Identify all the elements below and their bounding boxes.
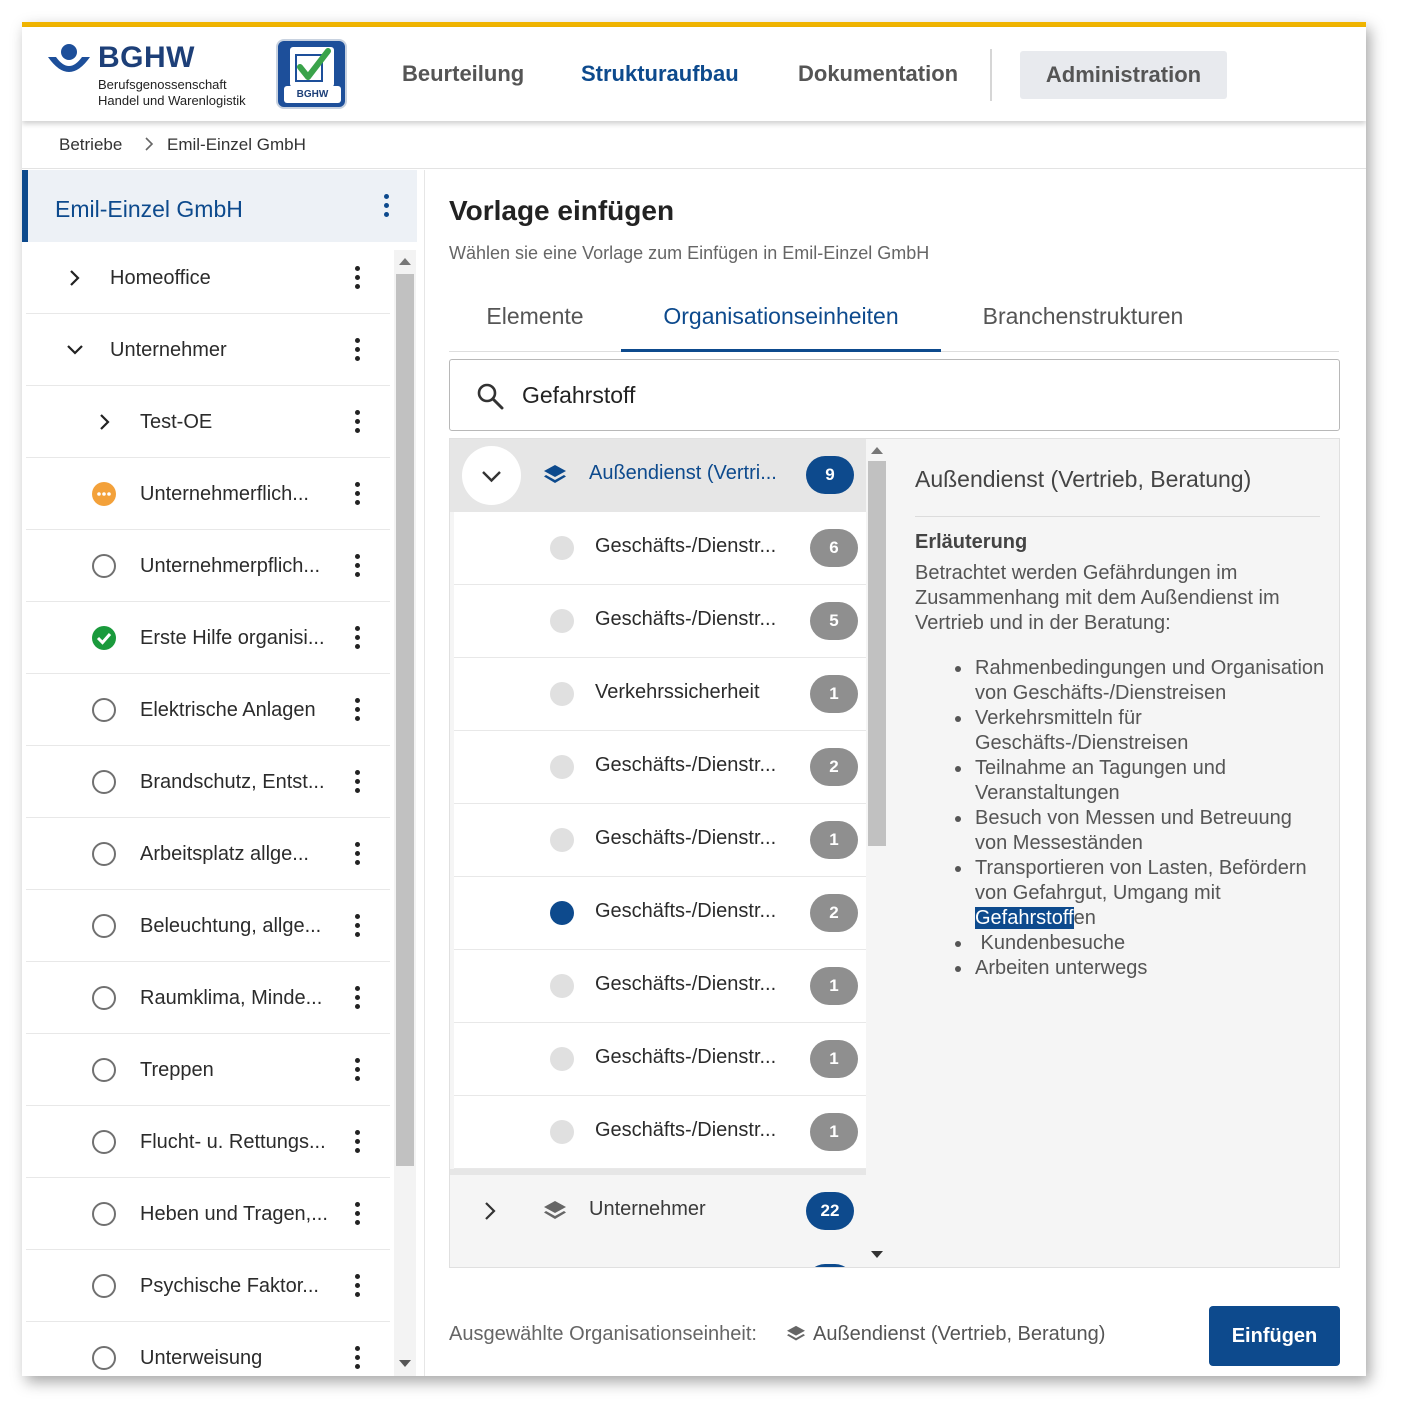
tree-row[interactable] xyxy=(26,1034,390,1106)
detail-bullet-text: Kundenbesuche xyxy=(975,932,1126,954)
detail-bullet xyxy=(915,806,1325,856)
structure-tree xyxy=(22,242,392,1376)
tree-row[interactable] xyxy=(26,242,390,314)
count-badge: 1 xyxy=(810,1040,858,1078)
tree-row[interactable] xyxy=(26,530,390,602)
detail-description: Betrachtet werden Gefährdungen im Zusammenhang mit dem Außendienst im Vertrieb und in der Beratung: xyxy=(915,562,1280,634)
org-unit-label: Geschäfts-/Dienstr... xyxy=(595,1119,777,1141)
status-open-icon xyxy=(92,1274,116,1298)
status-open-icon xyxy=(92,1346,116,1370)
more-vert-icon[interactable] xyxy=(355,914,361,938)
more-vert-icon[interactable] xyxy=(355,410,361,434)
detail-bullet xyxy=(915,756,1325,806)
nav-beurteilung[interactable]: Beurteilung xyxy=(402,61,525,86)
org-group-label: Unternehmer xyxy=(589,1198,706,1220)
checkmark-icon xyxy=(290,47,334,87)
insert-button[interactable]: Einfügen xyxy=(1209,1306,1340,1366)
radio-button[interactable] xyxy=(550,901,574,925)
brand-name: BGHW xyxy=(98,41,195,74)
org-unit-row[interactable] xyxy=(454,950,866,1023)
scroll-down-icon[interactable] xyxy=(871,1251,883,1258)
brand-subtitle xyxy=(98,77,246,109)
org-unit-label: Geschäfts-/Dienstr... xyxy=(595,535,777,557)
chevron-right-icon[interactable] xyxy=(480,1201,500,1221)
app-badge-label: BGHW xyxy=(284,86,341,103)
tree-item-label: Raumklima, Minde... xyxy=(140,987,323,1009)
radio-button[interactable] xyxy=(550,974,574,998)
count-badge: 6 xyxy=(810,529,858,567)
detail-bullet-list xyxy=(915,656,1325,981)
detail-divider xyxy=(915,516,1320,517)
breadcrumb-betriebe[interactable]: Betriebe xyxy=(59,135,123,154)
sidebar-header[interactable] xyxy=(22,170,417,242)
radio-button[interactable] xyxy=(550,1047,574,1071)
brand-subtitle-line1: Berufsgenossenschaft xyxy=(98,77,227,92)
breadcrumb xyxy=(22,121,1366,169)
detail-bullet-text: Rahmenbedingungen und Organisation von Geschäfts-/Dienstreisen xyxy=(975,657,1325,704)
tree-item-label: Treppen xyxy=(140,1059,214,1081)
detail-bullet xyxy=(915,706,1325,756)
tree-row[interactable] xyxy=(26,746,390,818)
tree-row[interactable] xyxy=(26,818,390,890)
org-group-row[interactable] xyxy=(450,1175,866,1248)
detail-bullet xyxy=(915,856,1325,931)
more-vert-icon[interactable] xyxy=(355,698,361,722)
scroll-down-icon[interactable] xyxy=(399,1360,411,1367)
pending-icon xyxy=(92,482,116,506)
more-vert-icon[interactable] xyxy=(355,842,361,866)
nav-divider xyxy=(990,49,992,101)
search-icon xyxy=(476,382,504,410)
status-open-icon xyxy=(92,1130,116,1154)
count-badge: 1 xyxy=(810,967,858,1005)
nav-dokumentation[interactable]: Dokumentation xyxy=(798,61,959,86)
bghw-logo[interactable] xyxy=(46,39,266,109)
org-unit-label: Geschäfts-/Dienstr... xyxy=(595,1046,777,1068)
more-vert-icon[interactable] xyxy=(355,626,361,650)
layers-icon xyxy=(543,1200,567,1222)
more-vert-icon[interactable] xyxy=(355,1274,361,1298)
more-vert-icon[interactable] xyxy=(355,1346,361,1370)
radio-button[interactable] xyxy=(550,755,574,779)
org-unit-label: Geschäfts-/Dienstr... xyxy=(595,900,777,922)
detail-bullet xyxy=(915,931,1325,956)
detail-title: Außendienst (Vertrieb, Beratung) xyxy=(915,466,1252,492)
tab-organisationseinheiten[interactable]: Organisationseinheiten xyxy=(621,290,941,352)
search-highlight: Gefahrstoff xyxy=(975,907,1074,929)
app-header xyxy=(22,27,1366,121)
tree-row[interactable] xyxy=(26,1106,390,1178)
tree-item-label: Heben und Tragen,... xyxy=(140,1203,328,1225)
chevron-right-icon[interactable] xyxy=(66,269,84,287)
nav-administration[interactable]: Administration xyxy=(1020,51,1227,99)
template-picker xyxy=(449,438,1340,1268)
detail-bullet-text: Besuch von Messen und Betreuung von Messeständen xyxy=(975,807,1292,854)
tree-item-label: Beleuchtung, allge... xyxy=(140,915,322,937)
more-vert-icon[interactable] xyxy=(355,554,361,578)
tree-item-label: Unterweisung xyxy=(140,1347,263,1369)
tree-item-label: Brandschutz, Entst... xyxy=(140,771,325,793)
radio-button[interactable] xyxy=(550,1120,574,1144)
org-unit-row[interactable] xyxy=(454,658,866,731)
brand-subtitle-line2: Handel und Warenlogistik xyxy=(98,93,246,108)
detail-bullet-text: Verkehrsmitteln für Geschäfts-/Dienstreisen xyxy=(975,707,1189,754)
more-vert-icon[interactable] xyxy=(355,482,361,506)
status-open-icon xyxy=(92,698,116,722)
more-vert-icon[interactable] xyxy=(384,194,390,218)
org-unit-row[interactable] xyxy=(454,1096,866,1169)
radio-button[interactable] xyxy=(550,828,574,852)
more-vert-icon[interactable] xyxy=(355,338,361,362)
org-unit-row[interactable] xyxy=(454,877,866,950)
org-unit-row[interactable] xyxy=(454,731,866,804)
status-open-icon xyxy=(92,842,116,866)
org-unit-label: Geschäfts-/Dienstr... xyxy=(595,973,777,995)
app-badge[interactable] xyxy=(276,39,347,109)
tree-item-label: Flucht- u. Rettungs... xyxy=(140,1131,326,1153)
chevron-right-icon xyxy=(142,137,156,151)
org-unit-row[interactable] xyxy=(454,585,866,658)
tree-row[interactable] xyxy=(26,1178,390,1250)
tree-row[interactable] xyxy=(26,602,390,674)
list-scrollbar[interactable] xyxy=(866,439,888,1268)
tree-item-label: Erste Hilfe organisi... xyxy=(140,627,325,649)
org-unit-row[interactable] xyxy=(454,804,866,877)
more-vert-icon[interactable] xyxy=(355,770,361,794)
org-group-row[interactable] xyxy=(450,439,866,512)
tree-item-label: Psychische Faktor... xyxy=(140,1275,319,1297)
expand-button[interactable] xyxy=(462,446,521,505)
tree-row[interactable] xyxy=(26,1322,390,1376)
tree-item-label: Elektrische Anlagen xyxy=(140,699,316,721)
tree-item-label: Unternehmerpflich... xyxy=(140,555,321,577)
org-unit-row[interactable] xyxy=(454,1023,866,1096)
tree-item-label: Unternehmer xyxy=(110,339,227,361)
breadcrumb-current: Emil-Einzel GmbH xyxy=(167,135,306,154)
scroll-up-icon[interactable] xyxy=(871,447,883,454)
tab-bar xyxy=(449,290,1339,352)
tree-item-label: Test-OE xyxy=(140,411,213,433)
highlight-suffix: en xyxy=(1073,907,1096,929)
count-badge xyxy=(806,1264,854,1268)
count-badge: 1 xyxy=(810,1113,858,1151)
org-unit-label: Verkehrssicherheit xyxy=(595,681,760,703)
chevron-down-icon[interactable] xyxy=(66,341,84,359)
count-badge: 5 xyxy=(810,602,858,640)
selected-label: Ausgewählte Organisationseinheit: xyxy=(449,1323,757,1345)
detail-bullet-text: Arbeiten unterwegs xyxy=(975,957,1148,979)
selected-value: Außendienst (Vertrieb, Beratung) xyxy=(813,1323,1106,1345)
status-open-icon xyxy=(92,1202,116,1226)
detail-bullet xyxy=(915,656,1325,706)
sidebar-scroll-thumb[interactable] xyxy=(396,274,414,1166)
more-vert-icon[interactable] xyxy=(355,986,361,1010)
sidebar-scrollbar[interactable] xyxy=(394,250,416,1376)
app-window xyxy=(22,22,1366,1376)
layers-icon xyxy=(543,464,567,486)
more-vert-icon[interactable] xyxy=(355,1058,361,1082)
chevron-right-icon[interactable] xyxy=(96,413,114,431)
status-open-icon xyxy=(92,554,116,578)
search-field[interactable] xyxy=(449,359,1340,431)
tree-row[interactable] xyxy=(26,962,390,1034)
checkbox-icon xyxy=(290,47,334,87)
insert-template-panel xyxy=(426,170,1366,1376)
status-open-icon xyxy=(92,770,116,794)
status-open-icon xyxy=(92,914,116,938)
tree-row[interactable] xyxy=(26,674,390,746)
search-input[interactable]: Gefahrstoff xyxy=(522,382,636,408)
detail-bullet-text: Teilnahme an Tagungen und Veranstaltungen xyxy=(975,757,1226,804)
count-badge: 1 xyxy=(810,675,858,713)
more-vert-icon[interactable] xyxy=(355,1202,361,1226)
radio-button[interactable] xyxy=(550,682,574,706)
tab-branchenstrukturen[interactable]: Branchenstrukturen xyxy=(982,303,1184,329)
tree-item-label: Arbeitsplatz allge... xyxy=(140,843,309,865)
list-scroll-thumb[interactable] xyxy=(868,461,886,846)
radio-button[interactable] xyxy=(550,536,574,560)
detail-heading: Erläuterung xyxy=(915,531,1028,553)
nav-strukturaufbau[interactable]: Strukturaufbau xyxy=(581,61,739,86)
tree-row[interactable] xyxy=(26,1250,390,1322)
org-unit-label: Geschäfts-/Dienstr... xyxy=(595,608,777,630)
org-group-label: Außendienst (Vertri... xyxy=(589,462,777,484)
detail-bullet xyxy=(915,956,1325,981)
panel-title: Vorlage einfügen xyxy=(449,195,675,226)
radio-button[interactable] xyxy=(550,609,574,633)
sidebar-title: Emil-Einzel GmbH xyxy=(55,196,243,222)
chevron-down-icon xyxy=(462,446,521,505)
tree-row[interactable] xyxy=(26,314,390,386)
tree-row[interactable] xyxy=(26,890,390,962)
layers-icon xyxy=(786,1325,806,1343)
scroll-up-icon[interactable] xyxy=(399,258,411,265)
status-open-icon xyxy=(92,986,116,1010)
tree-item-label: Unternehmerflich... xyxy=(140,483,309,505)
tree-item-label: Homeoffice xyxy=(110,267,211,289)
tree-row[interactable] xyxy=(26,458,390,530)
status-open-icon xyxy=(92,1058,116,1082)
structure-sidebar xyxy=(22,170,425,1376)
count-badge: 1 xyxy=(810,821,858,859)
panel-subtitle: Wählen sie eine Vorlage zum Einfügen in Emil-Einzel GmbH xyxy=(449,243,930,263)
org-unit-label: Geschäfts-/Dienstr... xyxy=(595,754,777,776)
more-vert-icon[interactable] xyxy=(355,1130,361,1154)
detail-bullet-text: Transportieren von Lasten, Befördern von Gefahrgut, Umgang mit xyxy=(975,857,1307,904)
more-vert-icon[interactable] xyxy=(355,266,361,290)
org-unit-row[interactable] xyxy=(454,512,866,585)
tree-row[interactable] xyxy=(26,386,390,458)
check-circle-icon xyxy=(92,626,116,650)
bghw-logo-icon xyxy=(46,43,92,83)
detail-pane xyxy=(888,439,1340,1268)
count-badge: 2 xyxy=(810,748,858,786)
count-badge: 9 xyxy=(806,456,854,494)
count-badge: 2 xyxy=(810,894,858,932)
tab-elemente[interactable]: Elemente xyxy=(486,303,584,329)
count-badge: 22 xyxy=(806,1192,854,1230)
org-unit-label: Geschäfts-/Dienstr... xyxy=(595,827,777,849)
org-unit-list xyxy=(450,439,866,1268)
